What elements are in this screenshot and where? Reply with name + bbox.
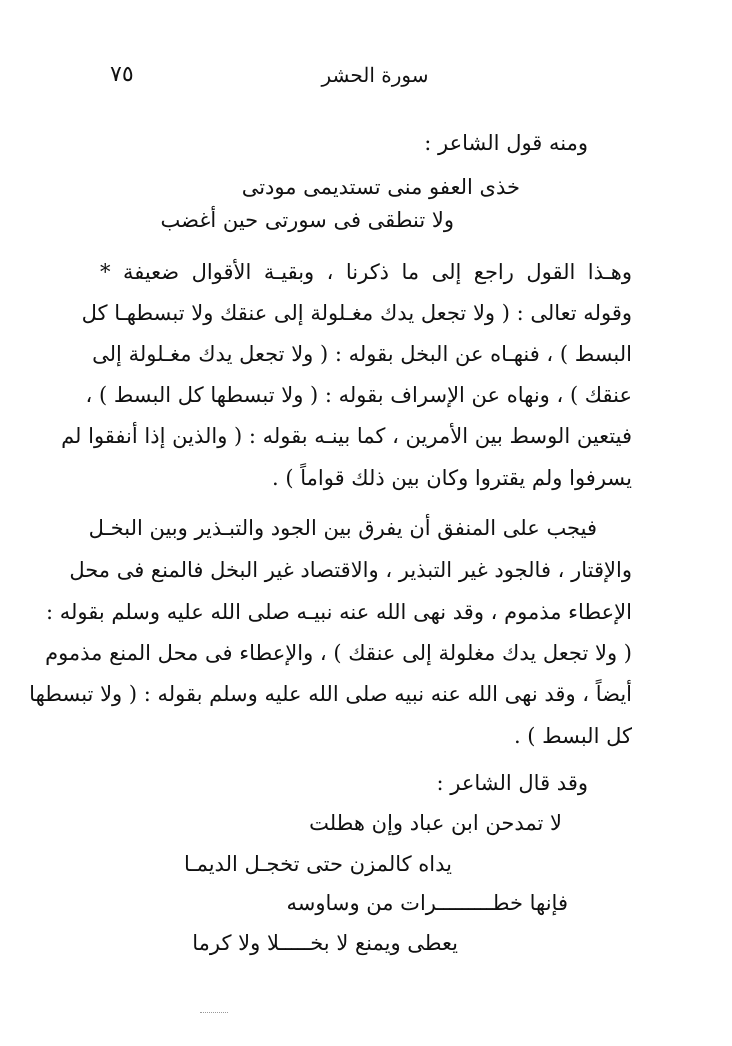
page-header-title: سورة الحشر bbox=[321, 63, 429, 87]
paragraph-2-line-3: الإعطاء مذموم ، وقد نهى الله عنه نبيـه صلى الله عليه وسلم بقوله : bbox=[45, 600, 632, 624]
paragraph-1-line-3: البسط ) ، فنهـاه عن البخل بقوله : ( ولا تجعل يدك مغـلولة إلى bbox=[92, 342, 632, 366]
verse-3-second-hemistich: يعطى ويمنع لا بخـــــلا ولا كرما bbox=[192, 931, 458, 955]
paragraph-1-line-6: يسرفوا ولم يقتروا وكان بين ذلك قواماً ) . bbox=[272, 466, 632, 490]
verse-2-first-hemistich: لا تمدحن ابن عباد وإن هطلت bbox=[309, 811, 562, 835]
paragraph-1-line-5: فيتعين الوسط بين الأمرين ، كما بينـه بقوله : ( والذين إذا أنفقوا لم bbox=[61, 424, 632, 448]
paragraph-2-line-5: أيضاً ، وقد نهى الله عنه نبيه صلى الله عليه وسلم بقوله : ( ولا تبسطها bbox=[29, 682, 632, 706]
paragraph-1-line-4: عنقك ) ، ونهاه عن الإسراف بقوله : ( ولا تبسطها كل البسط ) ، bbox=[85, 383, 632, 407]
paragraph-1-line-1: وهـذا القول راجع إلى ما ذكرنا ، وبقيـة الأقوال ضعيفة * bbox=[100, 260, 632, 284]
page-number: ٧٥ bbox=[110, 62, 134, 87]
paragraph-2-line-6: كل البسط ) . bbox=[513, 724, 632, 748]
paragraph-2-line-1: فيجب على المنفق أن يفرق بين الجود والتبـذير وبين البخـل bbox=[88, 516, 597, 540]
verse-1-second-hemistich: ولا تنطقى فى سورتى حين أغضب bbox=[160, 208, 454, 232]
paragraph-2-line-4: ( ولا تجعل يدك مغلولة إلى عنقك ) ، والإعطاء فى محل المنع مذموم bbox=[45, 641, 632, 665]
paragraph-2-line-2: والإقتار ، فالجود غير التبذير ، والاقتصاد غير البخل فالمنع فى محل bbox=[69, 558, 632, 582]
verse-3-first-hemistich: فإنها خطـــــــــرات من وساوسه bbox=[286, 891, 568, 915]
paragraph-1-line-2: وقوله تعالى : ( ولا تجعل يدك مغـلولة إلى عنقك ولا تبسطهـا كل bbox=[81, 301, 632, 325]
verse-2-second-hemistich: يداه كالمزن حتى تخجـل الديمـا bbox=[184, 852, 452, 876]
poet-intro-2: وقد قال الشاعر : bbox=[436, 771, 588, 795]
poet-intro-1: ومنه قول الشاعر : bbox=[424, 131, 588, 155]
verse-1-first-hemistich: خذى العفو منى تستديمى مودتى bbox=[241, 175, 520, 199]
print-speck bbox=[200, 1012, 228, 1016]
